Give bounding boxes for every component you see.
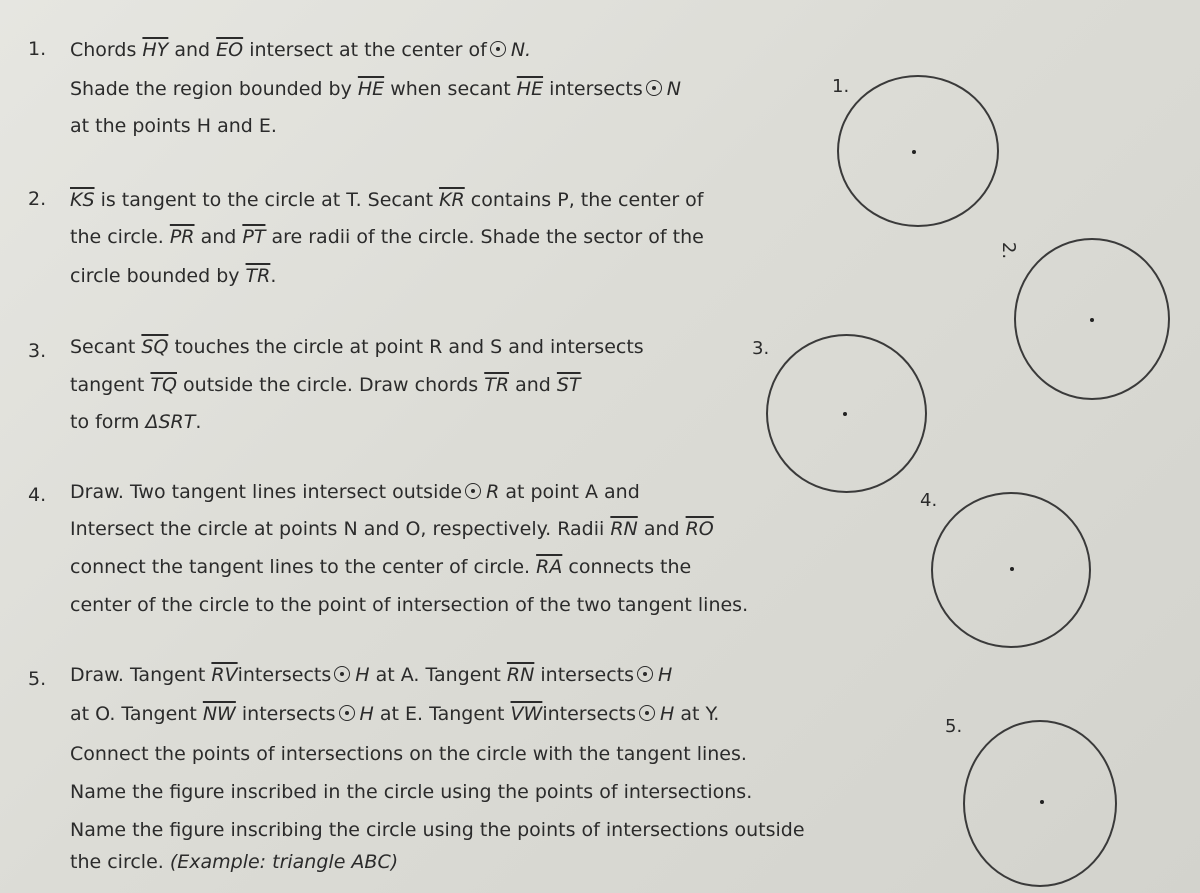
figure-label-4: 4.: [920, 490, 938, 511]
item-5-line-1: Draw. Tangent RVintersects H at A. Tangent RN intersects H: [70, 664, 673, 686]
item-4-line-2: Intersect the circle at points N and O, respectively. Radii RN and RO: [70, 518, 714, 540]
item-3-line-3: to form ΔSRT.: [70, 411, 202, 433]
circle-symbol-icon: [339, 705, 355, 721]
item-5-line-4: Name the figure inscribed in the circle using the points of intersections.: [70, 781, 753, 803]
circle-symbol-icon: [334, 666, 350, 682]
item-1-line-2: Shade the region bounded by HE when secant HE intersects N: [70, 78, 681, 100]
circle-symbol-icon: [639, 705, 655, 721]
figure-label-2: 2.: [998, 241, 1020, 260]
circle-center-dot-4: [1010, 567, 1014, 571]
circle-center-dot-5: [1040, 800, 1044, 804]
item-4-line-1: Draw. Two tangent lines intersect outside R at point A and: [70, 481, 640, 503]
circle-center-dot-1: [912, 150, 916, 154]
figure-label-1: 1.: [832, 76, 850, 97]
item-number-3: 3.: [28, 340, 47, 362]
item-4-line-4: center of the circle to the point of intersection of the two tangent lines.: [70, 594, 749, 616]
item-5-line-6: the circle. (Example: triangle ABC): [70, 851, 399, 873]
item-number-4: 4.: [28, 484, 47, 506]
item-1-line-3: at the points H and E.: [70, 115, 277, 137]
circle-symbol-icon: [465, 483, 481, 499]
item-2-line-3: circle bounded by TR.: [70, 265, 277, 287]
item-2-line-1: KS is tangent to the circle at T. Secant KR contains P, the center of: [70, 189, 704, 211]
item-5-line-5: Name the figure inscribing the circle using the points of intersections outside: [70, 819, 805, 841]
circle-center-dot-2: [1090, 318, 1094, 322]
figure-label-3: 3.: [752, 338, 770, 359]
circle-symbol-icon: [490, 41, 506, 57]
item-2-line-2: the circle. PR and PT are radii of the circle. Shade the sector of the: [70, 226, 704, 248]
circle-center-dot-3: [843, 412, 847, 416]
item-3-line-2: tangent TQ outside the circle. Draw chords TR and ST: [70, 374, 581, 396]
item-number-1: 1.: [28, 38, 47, 60]
circle-symbol-icon: [637, 666, 653, 682]
item-3-line-1: Secant SQ touches the circle at point R and S and intersects: [70, 336, 644, 358]
item-number-2: 2.: [28, 188, 47, 210]
circle-figure-1: [837, 75, 999, 227]
item-5-line-3: Connect the points of intersections on the circle with the tangent lines.: [70, 743, 747, 765]
circle-symbol-icon: [646, 80, 662, 96]
item-4-line-3: connect the tangent lines to the center of circle. RA connects the: [70, 556, 692, 578]
item-1-line-1: Chords HY and EO intersect at the center of N.: [70, 39, 532, 61]
item-number-5: 5.: [28, 668, 47, 690]
item-5-line-2: at O. Tangent NW intersects H at E. Tangent VWintersects H at Y.: [70, 703, 720, 725]
figure-label-5: 5.: [945, 716, 963, 737]
